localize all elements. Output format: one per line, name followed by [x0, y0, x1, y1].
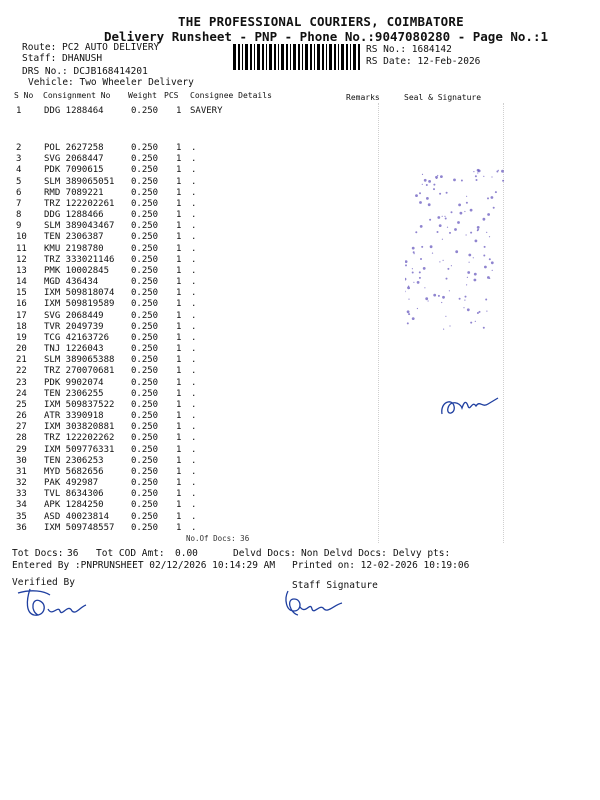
row-sno: 1: [16, 106, 22, 116]
row-weight: 0.250: [131, 232, 159, 243]
stamp-mark: [405, 165, 515, 335]
row-consignee: .: [191, 143, 197, 153]
tot-cod-value: 0.00: [175, 548, 198, 559]
row-consignee: .: [191, 478, 197, 489]
row-pcs: 1: [176, 478, 182, 489]
row-pcs: 1: [176, 232, 182, 243]
row-sno: 21: [16, 355, 27, 366]
row-consignment-no: TRZ 122202261: [44, 198, 115, 209]
row-weight: 0.250: [131, 500, 159, 511]
row-weight: 0.250: [131, 288, 159, 299]
row-consignee: .: [191, 221, 197, 232]
col-remarks: Remarks: [346, 93, 380, 102]
row-pcs: 1: [176, 106, 182, 116]
row-consignment-no: IXM 509837522: [44, 399, 115, 410]
row-pcs: 1: [176, 444, 182, 455]
row-consignment-no: SVG 2068447: [44, 154, 104, 165]
row-consignment-no: PAK 492987: [44, 478, 99, 489]
rs-date: RS Date: 12-Feb-2026: [366, 56, 481, 67]
row-pcs: 1: [176, 243, 182, 254]
row-consignment-no: ASD 40023814: [44, 511, 110, 522]
row-weight: 0.250: [131, 198, 159, 209]
row-sno: 12: [16, 254, 27, 265]
row-pcs: 1: [176, 176, 182, 187]
row-pcs: 1: [176, 299, 182, 310]
row-consignment-no: PDK 7090615: [44, 165, 104, 176]
route: Route: PC2 AUTO DELIVERY: [22, 42, 160, 53]
row-weight: 0.250: [131, 210, 159, 221]
row-consignee: .: [191, 310, 197, 321]
row-weight: 0.250: [131, 176, 159, 187]
row-weight: 0.250: [131, 399, 159, 410]
row-weight: 0.250: [131, 106, 159, 116]
tot-docs-label: Tot Docs:: [12, 548, 64, 559]
row-weight: 0.250: [131, 299, 159, 310]
printed-on: Printed on: 12-02-2026 10:19:06: [292, 560, 470, 571]
row-consignment-no: TEN 2306387: [44, 232, 104, 243]
row-weight: 0.250: [131, 165, 159, 176]
row-consignee: .: [191, 299, 197, 310]
row-sno: 24: [16, 388, 27, 399]
row-sno: 16: [16, 299, 27, 310]
row-weight: 0.250: [131, 143, 159, 153]
row-consignment-no: RMD 7089221: [44, 187, 104, 198]
col-pcs: PCS: [164, 91, 179, 100]
row-pcs: 1: [176, 288, 182, 299]
row-consignment-no: PDK 9902074: [44, 377, 104, 388]
row-sno: 30: [16, 455, 27, 466]
row-weight: 0.250: [131, 455, 159, 466]
row-pcs: 1: [176, 187, 182, 198]
row-consignment-no: POL 2627258: [44, 143, 104, 153]
row-pcs: 1: [176, 511, 182, 522]
entered-by: Entered By :PNPRUNSHEET 02/12/2026 10:14:29 AM: [12, 560, 276, 571]
row-sno: 18: [16, 321, 27, 332]
row-consignee: .: [191, 254, 197, 265]
row-consignee: .: [191, 210, 197, 221]
row-weight: 0.250: [131, 411, 159, 422]
row-consignment-no: MGD 436434: [44, 277, 99, 288]
row-weight: 0.250: [131, 433, 159, 444]
row-pcs: 1: [176, 344, 182, 355]
row-consignment-no: TRZ 270070681: [44, 366, 115, 377]
verified-signature: [14, 585, 94, 625]
row-consignment-no: SLM 389043467: [44, 221, 115, 232]
row-pcs: 1: [176, 210, 182, 221]
company-name: THE PROFESSIONAL COURIERS, COIMBATORE: [178, 14, 464, 29]
verified-by-label: Verified By: [12, 577, 75, 588]
row-pcs: 1: [176, 411, 182, 422]
row-sno: 3: [16, 154, 22, 165]
row-weight: 0.250: [131, 377, 159, 388]
row-weight: 0.250: [131, 422, 159, 433]
row-pcs: 1: [176, 500, 182, 511]
row-consignee: .: [191, 399, 197, 410]
row-weight: 0.250: [131, 254, 159, 265]
non-delvd-docs: Non Delvd Docs:: [301, 548, 387, 559]
no-of-docs: No.Of Docs: 36: [186, 534, 250, 543]
row-sno: 10: [16, 232, 27, 243]
row-consignee: .: [191, 388, 197, 399]
row-consignee: .: [191, 355, 197, 366]
drs-no: DRS No.: DCJB168414201: [22, 66, 148, 77]
row-consignee: .: [191, 332, 197, 343]
row-pcs: 1: [176, 433, 182, 444]
row-pcs: 1: [176, 355, 182, 366]
receiver-signature: [436, 392, 506, 422]
row-weight: 0.250: [131, 310, 159, 321]
row-consignee: .: [191, 288, 197, 299]
row-pcs: 1: [176, 310, 182, 321]
row-pcs: 1: [176, 489, 182, 500]
row-consignee: .: [191, 321, 197, 332]
row-weight: 0.250: [131, 344, 159, 355]
row-consignment-no: SLM 389065388: [44, 355, 115, 366]
row-consignment-no: KMU 2198780: [44, 243, 104, 254]
row-sno: 33: [16, 489, 27, 500]
row-consignee: .: [191, 198, 197, 209]
row-weight: 0.250: [131, 366, 159, 377]
row-weight: 0.250: [131, 388, 159, 399]
row-weight: 0.250: [131, 466, 159, 477]
row-sno: 8: [16, 210, 22, 221]
row-sno: 20: [16, 344, 27, 355]
tot-cod-label: Tot COD Amt:: [96, 548, 165, 559]
row-sno: 32: [16, 478, 27, 489]
row-sno: 19: [16, 332, 27, 343]
row-consignee: .: [191, 154, 197, 165]
row-sno: 14: [16, 277, 27, 288]
row-sno: 23: [16, 377, 27, 388]
col-weight: Weight: [128, 91, 157, 100]
tot-docs-value: 36: [67, 548, 79, 559]
row-weight: 0.250: [131, 522, 159, 533]
row-consignment-no: DDG 1288466: [44, 210, 104, 221]
row-sno: 22: [16, 366, 27, 377]
row-consignee: .: [191, 522, 197, 533]
row-consignment-no: IXM 509818074: [44, 288, 115, 299]
col-seal: Seal & Signature: [404, 93, 482, 102]
row-weight: 0.250: [131, 277, 159, 288]
row-weight: 0.250: [131, 332, 159, 343]
row-consignment-no: IXM 509776331: [44, 444, 115, 455]
row-sno: 26: [16, 411, 27, 422]
row-sno: 7: [16, 198, 22, 209]
row-consignment-no: APK 1284250: [44, 500, 104, 511]
row-weight: 0.250: [131, 355, 159, 366]
row-consignee: SAVERY: [190, 106, 223, 116]
row-consignee: .: [191, 277, 197, 288]
row-weight: 0.250: [131, 154, 159, 165]
row-pcs: 1: [176, 198, 182, 209]
row-pcs: 1: [176, 277, 182, 288]
row-consignee: .: [191, 232, 197, 243]
row-sno: 13: [16, 265, 27, 276]
row-consignee: .: [191, 265, 197, 276]
row-sno: 6: [16, 187, 22, 198]
row-pcs: 1: [176, 399, 182, 410]
row-consignee: .: [191, 176, 197, 187]
delvy-pts: Delvy pts:: [393, 548, 451, 559]
row-consignment-no: TVL 8634306: [44, 489, 104, 500]
row-consignment-no: IXM 509819589: [44, 299, 115, 310]
row-pcs: 1: [176, 466, 182, 477]
row-pcs: 1: [176, 422, 182, 433]
row-consignment-no: SLM 389065051: [44, 176, 115, 187]
row-weight: 0.250: [131, 444, 159, 455]
row-pcs: 1: [176, 321, 182, 332]
staff: Staff: DHANUSH: [22, 53, 103, 64]
row-consignee: .: [191, 366, 197, 377]
row-weight: 0.250: [131, 243, 159, 254]
row-consignee: .: [191, 411, 197, 422]
row-consignment-no: PMK 10002845: [44, 265, 110, 276]
row-consignee: .: [191, 422, 197, 433]
vehicle: Vehicle: Two Wheeler Delivery: [28, 77, 194, 88]
row-sno: 11: [16, 243, 27, 254]
row-consignee: .: [191, 489, 197, 500]
row-pcs: 1: [176, 165, 182, 176]
row-sno: 35: [16, 511, 27, 522]
row-consignee: .: [191, 455, 197, 466]
row-consignee: .: [191, 500, 197, 511]
barcode: [233, 44, 361, 70]
row-weight: 0.250: [131, 511, 159, 522]
row-consignee: .: [191, 165, 197, 176]
row-consignment-no: TRZ 333021146: [44, 254, 115, 265]
row-sno: 2: [16, 143, 22, 153]
row-pcs: 1: [176, 265, 182, 276]
row-pcs: 1: [176, 377, 182, 388]
col-consignment: Consignment No: [43, 91, 111, 100]
row-consignee: .: [191, 187, 197, 198]
row-sno: 5: [16, 176, 22, 187]
rs-no: RS No.: 1684142: [366, 44, 452, 55]
row-pcs: 1: [176, 332, 182, 343]
col-consignee: Consignee Details: [190, 91, 272, 100]
row-sno: 27: [16, 422, 27, 433]
row-sno: 9: [16, 221, 22, 232]
col-sno: S No: [14, 91, 34, 100]
row-pcs: 1: [176, 522, 182, 533]
row-pcs: 1: [176, 154, 182, 165]
row-sno: 28: [16, 433, 27, 444]
row-consignment-no: IXM 303820881: [44, 422, 115, 433]
row-consignment-no: DDG 1288464: [44, 106, 104, 116]
row-consignment-no: TEN 2306255: [44, 388, 104, 399]
row-consignment-no: TRZ 122202262: [44, 433, 115, 444]
row-consignee: .: [191, 511, 197, 522]
row-consignee: .: [191, 377, 197, 388]
row-weight: 0.250: [131, 187, 159, 198]
row-sno: 36: [16, 522, 27, 533]
row-pcs: 1: [176, 388, 182, 399]
row-sno: 29: [16, 444, 27, 455]
row-sno: 34: [16, 500, 27, 511]
row-consignment-no: IXM 509748557: [44, 522, 115, 533]
row-consignment-no: ATR 3390918: [44, 411, 104, 422]
row-consignment-no: TEN 2306253: [44, 455, 104, 466]
row-consignment-no: SVG 2068449: [44, 310, 104, 321]
row-weight: 0.250: [131, 478, 159, 489]
row-weight: 0.250: [131, 489, 159, 500]
row-pcs: 1: [176, 254, 182, 265]
row-pcs: 1: [176, 143, 182, 153]
row-consignee: .: [191, 243, 197, 254]
staff-signature: [280, 585, 350, 625]
row-sno: 25: [16, 399, 27, 410]
row-pcs: 1: [176, 366, 182, 377]
row-sno: 15: [16, 288, 27, 299]
row-sno: 17: [16, 310, 27, 321]
row-pcs: 1: [176, 455, 182, 466]
row-consignee: .: [191, 433, 197, 444]
runsheet-title: Delivery Runsheet - PNP - Phone No.:9047080280 - Page No.:1: [104, 29, 549, 44]
row-weight: 0.250: [131, 321, 159, 332]
row-consignee: .: [191, 344, 197, 355]
staff-signature-label: Staff Signature: [292, 580, 378, 591]
row-weight: 0.250: [131, 265, 159, 276]
row-weight: 0.250: [131, 221, 159, 232]
row-consignee: .: [191, 444, 197, 455]
row-consignee: .: [191, 466, 197, 477]
row-consignment-no: TVR 2049739: [44, 321, 104, 332]
row-sno: 31: [16, 466, 27, 477]
delvd-docs: Delvd Docs:: [233, 548, 296, 559]
row-pcs: 1: [176, 221, 182, 232]
row-consignment-no: TCG 42163726: [44, 332, 110, 343]
row-sno: 4: [16, 165, 22, 176]
row-consignment-no: MYD 5682656: [44, 466, 104, 477]
row-consignment-no: TNJ 1226043: [44, 344, 104, 355]
